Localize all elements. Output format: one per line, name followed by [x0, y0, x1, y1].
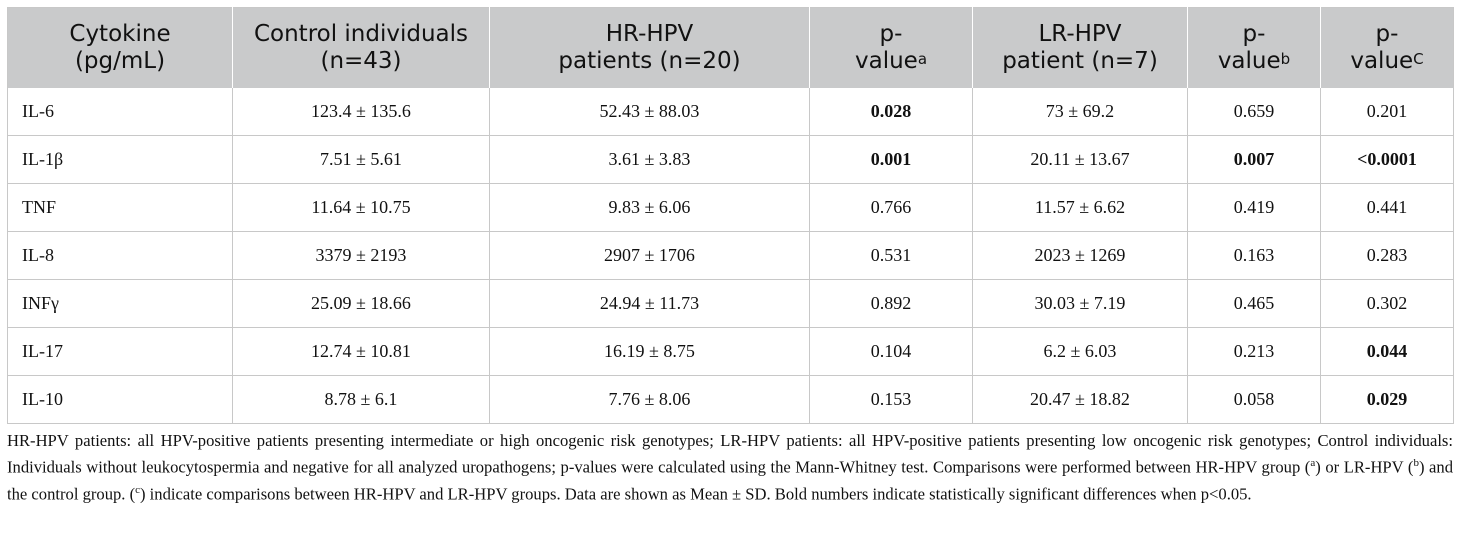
header-cytokine-line2: (pg/mL): [74, 47, 166, 74]
cell-hr: 2907 ± 1706: [490, 232, 810, 280]
header-hr-hpv: [490, 8, 810, 88]
footnote-sup-a: a: [1310, 457, 1316, 469]
footnote-sup-c: c: [135, 483, 140, 496]
cell-pb: 0.163: [1188, 232, 1321, 280]
cell-pa: 0.104: [810, 328, 973, 376]
cell-pc: 0.044: [1321, 328, 1454, 376]
cell-pc: 0.302: [1321, 280, 1454, 328]
cell-lr: 20.47 ± 18.82: [973, 376, 1188, 424]
table-body: [8, 88, 1454, 424]
header-pa-sup: a: [917, 49, 928, 68]
header-hr-line1: HR-HPV: [605, 20, 694, 47]
cell-lr: 6.2 ± 6.03: [973, 328, 1188, 376]
cell-lr: 73 ± 69.2: [973, 88, 1188, 136]
header-p-value-c: [1321, 8, 1454, 88]
cell-hr: 9.83 ± 6.06: [490, 184, 810, 232]
cell-pb: 0.419: [1188, 184, 1321, 232]
cell-hr: 3.61 ± 3.83: [490, 136, 810, 184]
footnote-sup-b: b: [1413, 457, 1419, 469]
header-cytokine-line1: Cytokine: [69, 20, 171, 47]
header-pc-line2: value: [1350, 47, 1414, 74]
footnote-part3: ) and the control group. (: [7, 457, 1454, 504]
cytokine-table: [7, 7, 1454, 424]
header-control-line2: (n=43): [320, 47, 402, 74]
header-lr-line1: LR-HPV: [1038, 20, 1122, 47]
header-lr-line2: patient (n=7): [1002, 47, 1158, 74]
cell-pb: 0.058: [1188, 376, 1321, 424]
cell-pa: 0.766: [810, 184, 973, 232]
cell-control: 11.64 ± 10.75: [233, 184, 490, 232]
footnote-part2: ) or LR-HPV (: [1315, 457, 1414, 477]
table-row: [8, 328, 1454, 376]
cell-pa: 0.892: [810, 280, 973, 328]
cell-pc: 0.283: [1321, 232, 1454, 280]
cell-pa: 0.531: [810, 232, 973, 280]
cell-control: 12.74 ± 10.81: [233, 328, 490, 376]
cell-hr: 7.76 ± 8.06: [490, 376, 810, 424]
header-lr-hpv: [973, 8, 1188, 88]
header-control-line1: Control individuals: [253, 20, 469, 47]
cell-pc: 0.441: [1321, 184, 1454, 232]
cell-control: 123.4 ± 135.6: [233, 88, 490, 136]
header-cytokine: [8, 8, 233, 88]
header-control: [233, 8, 490, 88]
header-pc-line1: p-: [1375, 20, 1399, 47]
cell-lr: 30.03 ± 7.19: [973, 280, 1188, 328]
cell-pc: 0.201: [1321, 88, 1454, 136]
header-pc-sup: C: [1413, 49, 1424, 68]
cell-lr: 2023 ± 1269: [973, 232, 1188, 280]
table-row: [8, 232, 1454, 280]
cell-control: 7.51 ± 5.61: [233, 136, 490, 184]
table-row: [8, 184, 1454, 232]
cell-pc: 0.029: [1321, 376, 1454, 424]
header-p-value-a: [810, 8, 973, 88]
cell-pc: <0.0001: [1321, 136, 1454, 184]
cell-pa: 0.028: [810, 88, 973, 136]
cell-cytokine: IL-10: [8, 376, 233, 424]
cell-pb: 0.465: [1188, 280, 1321, 328]
cell-cytokine: IL-1β: [8, 136, 233, 184]
table-row: [8, 280, 1454, 328]
footnote-part1: HR-HPV patients: all HPV-positive patients presenting intermediate or high oncogenic risk genotypes; LR-HPV patients: all HPV-positive patients presenting low oncogenic risk genotypes; Control individuals: Individuals without leukocytospermia and negative for all analyzed uropathogens; p-values were calculated using the Mann-Whitney test. Comparisons were performed between HR-HPV group (: [7, 431, 1453, 477]
cell-hr: 16.19 ± 8.75: [490, 328, 810, 376]
cell-cytokine: INFγ: [8, 280, 233, 328]
cell-control: 8.78 ± 6.1: [233, 376, 490, 424]
cell-pa: 0.153: [810, 376, 973, 424]
cell-cytokine: TNF: [8, 184, 233, 232]
cell-pb: 0.213: [1188, 328, 1321, 376]
header-pa-line1: p-: [879, 20, 903, 47]
table-header: [8, 8, 1454, 88]
table-row: [8, 88, 1454, 136]
cell-pb: 0.007: [1188, 136, 1321, 184]
cell-lr: 11.57 ± 6.62: [973, 184, 1188, 232]
header-hr-line2: patients (n=20): [558, 47, 741, 74]
header-row: [8, 8, 1454, 88]
cell-lr: 20.11 ± 13.67: [973, 136, 1188, 184]
table-footnote: [7, 430, 1453, 505]
table-row: [8, 136, 1454, 184]
cell-cytokine: IL-17: [8, 328, 233, 376]
table-container: [7, 7, 1453, 522]
header-pb-line2: value: [1217, 47, 1281, 74]
footnote-part4: ) indicate comparisons between HR-HPV and LR-HPV groups. Data are shown as Mean ± SD. Bold numbers indicate statistically significant differences when p<0.05.: [140, 484, 1252, 504]
cell-control: 3379 ± 2193: [233, 232, 490, 280]
cell-cytokine: IL-8: [8, 232, 233, 280]
header-pb-sup: b: [1280, 49, 1291, 68]
header-pb-line1: p-: [1242, 20, 1266, 47]
header-pa-line2: value: [854, 47, 918, 74]
cell-control: 25.09 ± 18.66: [233, 280, 490, 328]
cell-cytokine: IL-6: [8, 88, 233, 136]
cell-hr: 24.94 ± 11.73: [490, 280, 810, 328]
table-row: [8, 376, 1454, 424]
cell-pb: 0.659: [1188, 88, 1321, 136]
header-p-value-b: [1188, 8, 1321, 88]
cell-pa: 0.001: [810, 136, 973, 184]
cell-hr: 52.43 ± 88.03: [490, 88, 810, 136]
